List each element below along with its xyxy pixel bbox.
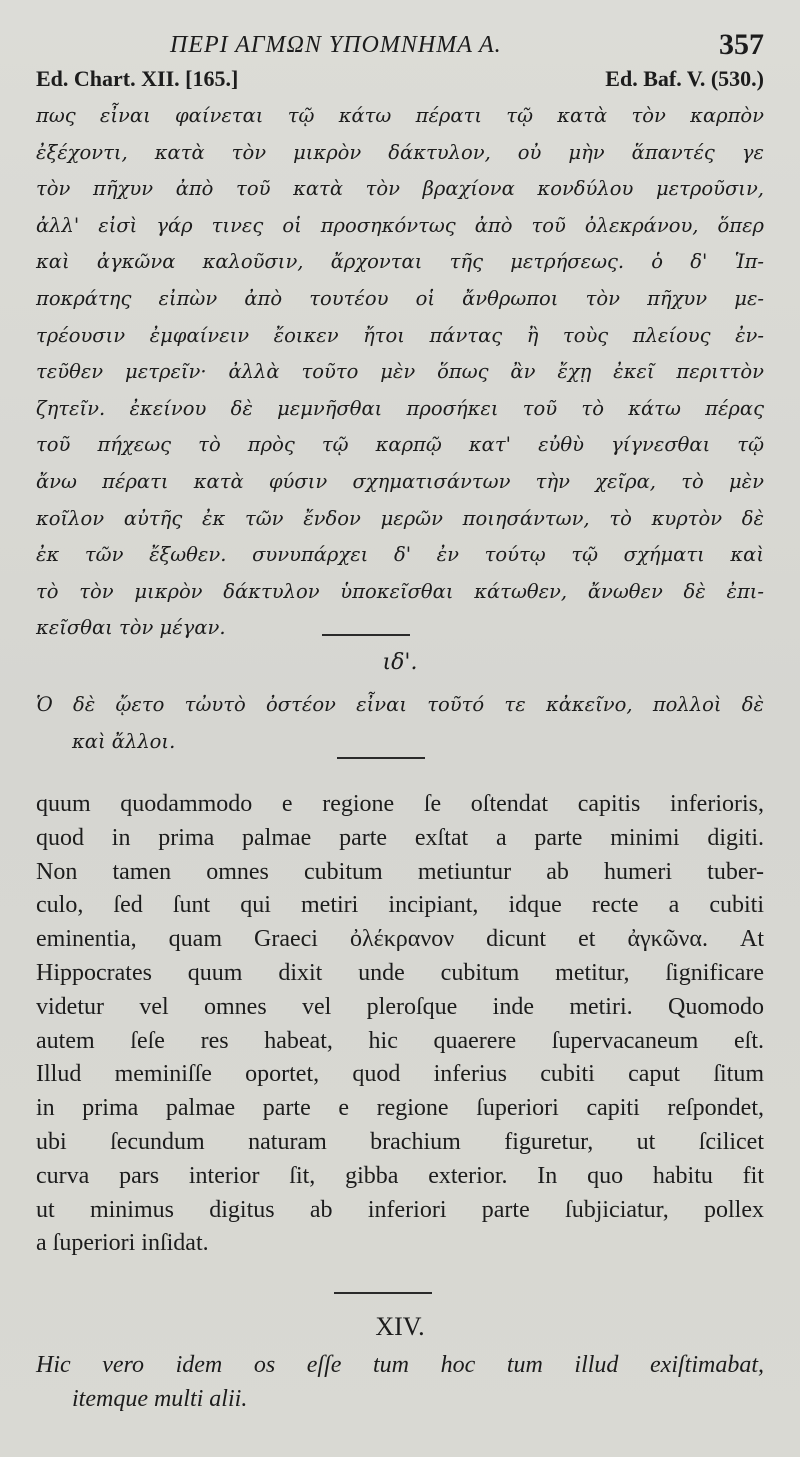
latin-text-line: autem ſeſe res habeat, hic quaerere ſupervacaneum eſt. bbox=[36, 1027, 764, 1054]
latin-text-line: quum quodammodo e regione ſe oſtendat capitis inferioris, bbox=[36, 791, 764, 817]
greek-text-line: καὶ ἀγκῶνα καλοῦσιν, ἄρχονται τῆς μετρήσεως. ὁ δ' Ἱπ- bbox=[36, 250, 764, 274]
latin-text-line: videtur vel omnes vel pleroſque inde metiri. Quomodo bbox=[36, 993, 764, 1020]
latin-lemma bbox=[36, 1348, 764, 1416]
greek-text-line: ἐξέχοντι, κατὰ τὸν μικρὸν δάκτυλον, οὐ μὴν ἅπαντές γε bbox=[36, 140, 764, 164]
latin-text-line: Non tamen omnes cubitum metiuntur ab humeri tuber- bbox=[36, 858, 764, 885]
latin-text-line: Hippocrates quum dixit unde cubitum metitur, ſignificare bbox=[36, 959, 764, 986]
running-head bbox=[0, 28, 800, 64]
section-divider-rule bbox=[322, 634, 410, 636]
greek-text-line: κεῖσθαι τὸν μέγαν. bbox=[36, 616, 226, 640]
latin-text-line: a ſuperiori inſidat. bbox=[36, 1230, 209, 1257]
greek-text-line: τὸν πῆχυν ἀπὸ τοῦ κατὰ τὸν βραχίονα κονδύλου μετροῦσιν, bbox=[36, 177, 764, 201]
greek-text-line: ἄνω πέρατι κατὰ φύσιν σχηματισάντων τὴν χεῖρα, τὸ μὲν bbox=[36, 469, 764, 493]
latin-text-line: in prima palmae parte e regione ſuperiori capiti reſpondet, bbox=[36, 1095, 764, 1122]
greek-text-line: ποκράτης εἰπὼν ἀπὸ τουτέου οἱ ἄνθρωποι τὸν πῆχυν με- bbox=[36, 286, 764, 310]
latin-section-number: XIV. bbox=[375, 1312, 425, 1341]
greek-lemma-line: καὶ ἄλλοι. bbox=[72, 730, 176, 753]
latin-text-line: eminentia, quam Graeci ὀλέκρανον dicunt et ἀγκῶνα. At bbox=[36, 926, 764, 953]
latin-lemma-line: Hic vero idem os eſſe tum hoc tum illud exiſtimabat, bbox=[36, 1352, 764, 1378]
latin-text-line: ubi ſecundum naturam brachium figuretur, ut ſcilicet bbox=[36, 1128, 764, 1155]
latin-lemma-line: itemque multi alii. bbox=[72, 1386, 248, 1412]
section-divider-rule bbox=[334, 1292, 432, 1294]
greek-text-line: τοῦ πήχεως τὸ πρὸς τῷ καρπῷ κατ' εὐθὺ γίγνεσθαι τῷ bbox=[36, 433, 764, 457]
greek-section-number: ιδ'. bbox=[382, 650, 418, 675]
section-divider-rule bbox=[337, 757, 425, 759]
edition-basel-reference: Ed. Baf. V. (530.) bbox=[605, 66, 764, 91]
greek-lemma-line: Ὁ δὲ ᾤετο τὠυτὸ ὀστέον εἶναι τοῦτό τε κἀκεῖνο, πολλοὶ δὲ bbox=[36, 693, 764, 716]
greek-text-line: ζητεῖν. ἐκείνου δὲ μεμνῆσθαι προσήκει τοῦ τὸ κάτω πέρας bbox=[36, 396, 764, 420]
greek-text-line: τεῦθεν μετρεῖν· ἀλλὰ τοῦτο μὲν ὅπως ἂν ἔχῃ ἐκεῖ περιττὸν bbox=[36, 360, 764, 384]
greek-commentary-text bbox=[36, 98, 764, 647]
page-number: 357 bbox=[719, 28, 764, 61]
greek-lemma bbox=[36, 686, 764, 760]
greek-text-line: τρέουσιν ἐμφαίνειν ἔοικεν ἤτοι πάντας ἢ τοὺς πλείους ἐν- bbox=[36, 323, 764, 347]
latin-text-line: culo, ſed ſunt qui metiri incipiant, idque recte a cubiti bbox=[36, 892, 764, 919]
greek-text-line: τὸ τὸν μικρὸν δάκτυλον ὑποκεῖσθαι κάτωθεν, ἄνωθεν δὲ ἐπι- bbox=[36, 579, 764, 603]
greek-text-line: κοῖλον αὐτῆς ἐκ τῶν ἔνδον μερῶν ποιησάντων, τὸ κυρτὸν δὲ bbox=[36, 506, 764, 530]
edition-chartier-reference: Ed. Chart. XII. [165.] bbox=[36, 66, 239, 91]
greek-text-line: ἐκ τῶν ἔξωθεν. συνυπάρχει δ' ἐν τούτῳ τῷ σχήματι καὶ bbox=[36, 543, 764, 567]
running-title: ΠΕΡΙ ΑΓΜΩΝ ΥΠΟΜΝΗΜΑ Α. bbox=[170, 32, 502, 58]
edition-reference-line bbox=[36, 66, 764, 94]
latin-text-line: Illud meminiſſe oportet, quod inferius cubiti caput ſitum bbox=[36, 1061, 764, 1088]
latin-text-line: curva pars interior ſit, gibba exterior. In quo habitu fit bbox=[36, 1162, 764, 1189]
latin-text-line: ut minimus digitus ab inferiori parte ſubjiciatur, pollex bbox=[36, 1196, 764, 1223]
latin-text-line: quod in prima palmae parte exſtat a parte minimi digiti. bbox=[36, 824, 764, 851]
greek-text-line: ἀλλ' εἰσὶ γάρ τινες οἱ προσηκόντως ἀπὸ τοῦ ὀλεκράνου, ὅπερ bbox=[36, 213, 764, 237]
latin-translation-text bbox=[36, 788, 764, 1261]
greek-text-line: πως εἶναι φαίνεται τῷ κάτω πέρατι τῷ κατὰ τὸν καρπὸν bbox=[36, 104, 764, 127]
